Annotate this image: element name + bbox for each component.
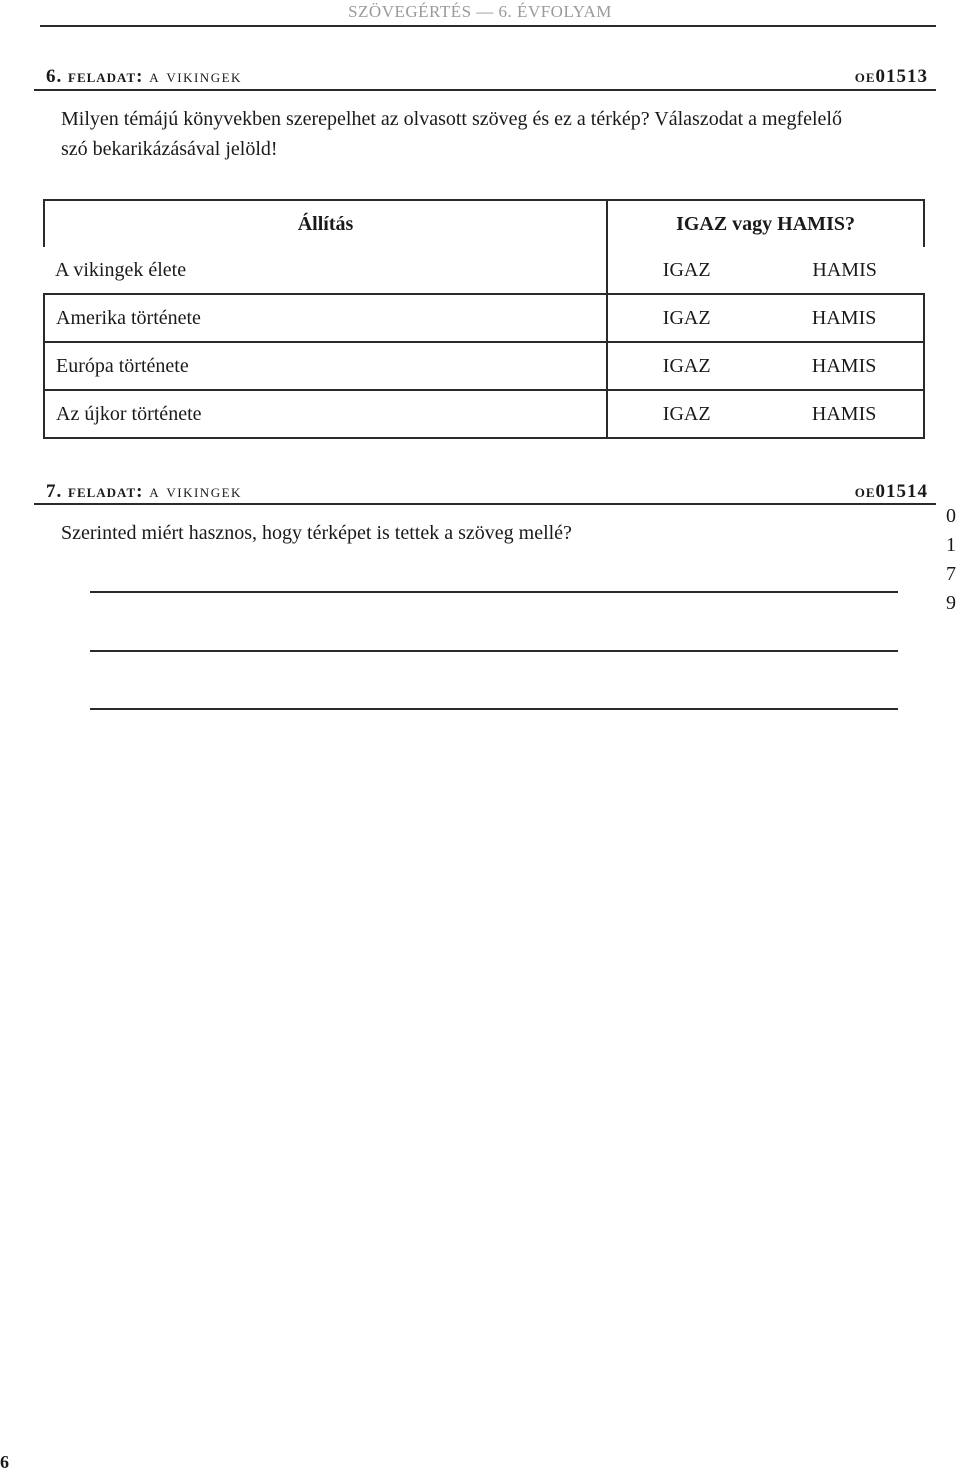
score-code: 7	[946, 563, 956, 585]
table-header-statement: Állítás	[44, 200, 607, 247]
task7-title: a vikingek	[149, 481, 242, 502]
header-rule	[40, 25, 936, 27]
task6-question	[61, 104, 941, 164]
task6-label: 6. feladat:	[46, 66, 144, 87]
score-code: 1	[946, 534, 956, 556]
page-number: 6	[0, 1452, 9, 1472]
running-header: SZÖVEGÉRTÉS — 6. ÉVFOLYAM	[348, 2, 612, 21]
hamis-option[interactable]: HAMIS	[765, 342, 924, 390]
row-statement: Az újkor története	[44, 390, 607, 438]
score-code: 9	[946, 592, 956, 614]
task6-title: a vikingek	[149, 66, 242, 87]
row-statement: Európa története	[44, 342, 607, 390]
task6-question-line2: szó bekarikázásával jelöld!	[61, 138, 278, 160]
task6-heading	[46, 62, 928, 88]
task7-heading	[46, 477, 928, 503]
table-row	[44, 294, 924, 342]
answer-line[interactable]	[90, 591, 898, 593]
answer-line[interactable]	[90, 650, 898, 652]
igaz-option[interactable]: IGAZ	[607, 294, 765, 342]
hamis-option[interactable]: HAMIS	[812, 258, 877, 281]
table-row	[44, 390, 924, 438]
answer-line[interactable]	[90, 708, 898, 710]
task6-code: oe01513	[854, 66, 928, 87]
table-row	[44, 247, 924, 294]
true-false-table	[43, 199, 925, 439]
igaz-option[interactable]: IGAZ	[662, 258, 711, 281]
table-row	[44, 342, 924, 390]
row-statement: A vikingek élete	[44, 247, 607, 294]
task6-rule	[34, 89, 936, 91]
task7-rule	[34, 503, 936, 505]
score-code: 0	[946, 505, 956, 527]
igaz-option[interactable]: IGAZ	[607, 390, 765, 438]
task7-code: oe01514	[854, 481, 928, 502]
task6-question-line1: Milyen témájú könyvekben szerepelhet az olvasott szöveg és ez a térkép? Válaszodat a megfelelő	[61, 108, 842, 130]
hamis-option[interactable]: HAMIS	[765, 294, 924, 342]
task7-label: 7. feladat:	[46, 481, 144, 502]
task7-question: Szerinted miért hasznos, hogy térképet is tettek a szöveg mellé?	[61, 522, 572, 544]
row-statement: Amerika története	[44, 294, 607, 342]
score-codes	[946, 502, 960, 618]
igaz-option[interactable]: IGAZ	[607, 342, 765, 390]
table-header-answer: IGAZ vagy HAMIS?	[607, 200, 924, 247]
hamis-option[interactable]: HAMIS	[765, 390, 924, 438]
